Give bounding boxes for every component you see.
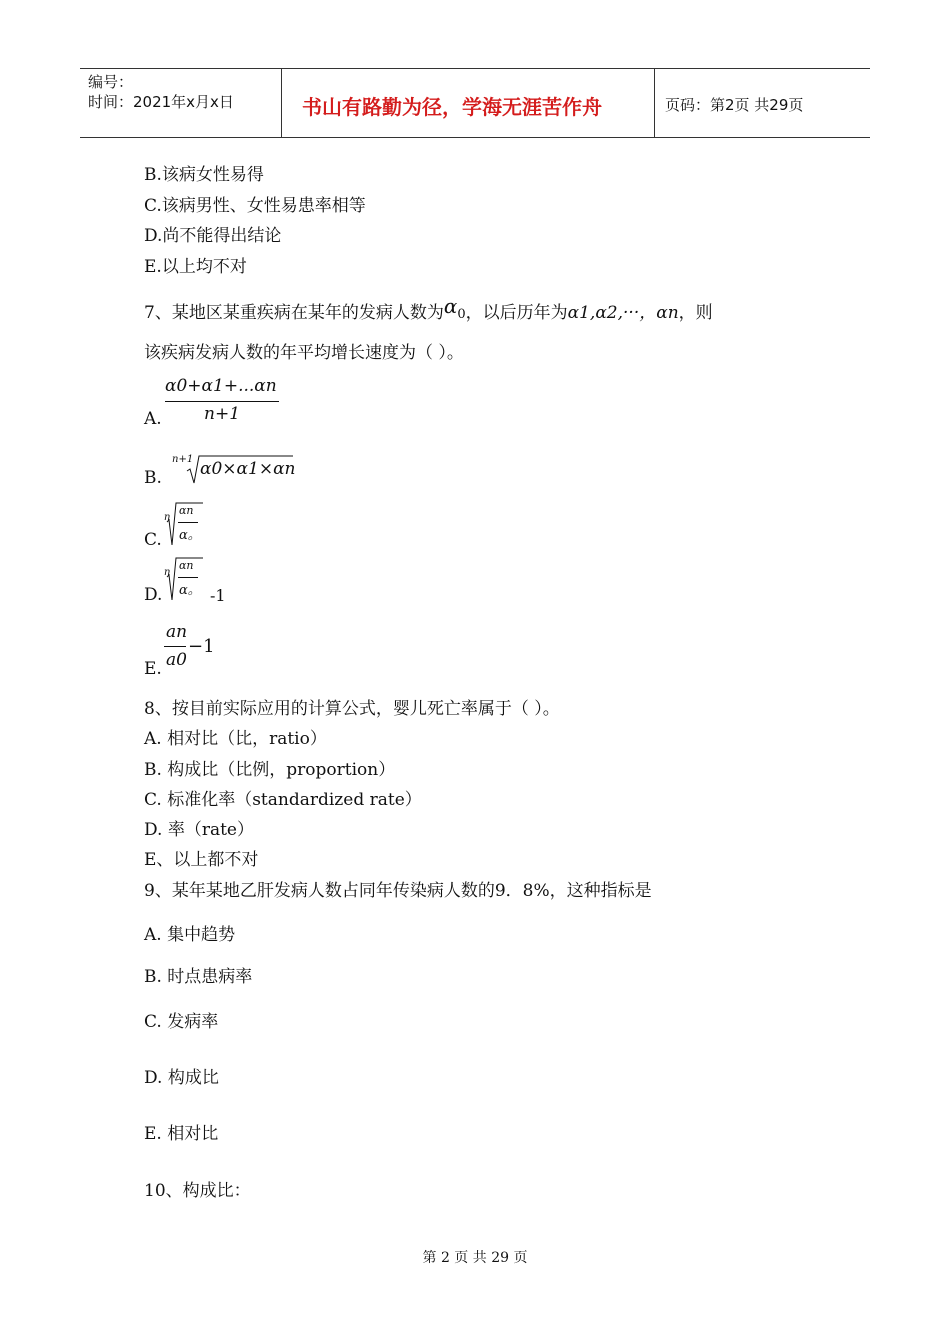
q7-option-c-fraction-bar — [178, 522, 198, 523]
q7-option-b-label: B. — [144, 468, 162, 488]
q7-option-e-fraction-bar — [164, 646, 186, 647]
q8-option-e: E、以上都不对 — [144, 850, 259, 870]
page-header — [80, 68, 870, 138]
q8-option-d: D. 率（rate） — [144, 820, 254, 840]
header-page-cell — [655, 69, 870, 137]
q7-option-d-label: D. — [144, 585, 163, 605]
q7-stem-a: 7、某地区某重疾病在某年的发病人数为 — [144, 303, 444, 323]
page-label: 页码：第2页 共29页 — [665, 96, 804, 114]
q7-option-d-denominator: α。 — [179, 583, 201, 598]
q10-stem: 10、构成比： — [144, 1181, 251, 1201]
q9-option-d: D. 构成比 — [144, 1068, 219, 1088]
q7-series: α1,α2,···，αn — [567, 303, 679, 323]
q6-option-d: D.尚不能得出结论 — [144, 226, 282, 246]
q7-alpha0: α — [443, 294, 458, 318]
q7-option-c-index: n — [164, 512, 171, 523]
q7-option-c-denominator: α。 — [179, 528, 201, 543]
q7-option-e-label: E. — [144, 659, 162, 679]
q7-stem — [144, 294, 713, 323]
q7-stem-line2: 该疾病发病人数的年平均增长速度为（ ）。 — [144, 343, 464, 363]
q7-stem-b: ，以后历年为 — [465, 303, 568, 323]
q7-stem-c: ，则 — [678, 303, 713, 323]
q7-option-e-numerator: an — [166, 622, 188, 642]
q7-option-b-index: n+1 — [172, 454, 194, 465]
q8-option-a: A. 相对比（比，ratio） — [144, 729, 327, 749]
q7-alpha0-sub: 0 — [457, 307, 466, 322]
q7-option-e-denominator: a0 — [166, 650, 187, 670]
q7-option-d-index: n — [164, 567, 171, 578]
q7-option-d-tail: -1 — [210, 586, 226, 605]
q7-option-c-numerator: αn — [179, 504, 194, 517]
q7-option-c-label: C. — [144, 530, 162, 550]
q7-option-a-denominator: n+1 — [204, 404, 241, 424]
motto: 书山有路勤为径，学海无涯苦作舟 — [302, 95, 602, 119]
q7-option-a-label: A. — [144, 409, 162, 429]
q8-option-c: C. 标准化率（standardized rate） — [144, 790, 422, 810]
q7-option-a-fraction-bar — [165, 401, 279, 402]
q7-option-d-numerator: αn — [179, 559, 194, 572]
q6-option-b: B.该病女性易得 — [144, 165, 264, 185]
q9-stem: 9、某年某地乙肝发病人数占同年传染病人数的9．8%，这种指标是 — [144, 881, 652, 901]
page-footer: 第 2 页 共 29 页 — [422, 1250, 528, 1266]
q8-stem: 8、按目前实际应用的计算公式，婴儿死亡率属于（ ）。 — [144, 699, 560, 719]
number-label: 编号： — [88, 73, 134, 91]
q6-option-e: E.以上均不对 — [144, 257, 247, 277]
q9-option-a: A. 集中趋势 — [144, 925, 236, 945]
q9-option-b: B. 时点患病率 — [144, 967, 253, 987]
q7-option-e-tail: −1 — [188, 636, 215, 657]
q7-option-a-numerator: α0+α1+...αn — [165, 376, 277, 396]
time-label: 时间：2021年x月x日 — [88, 93, 234, 111]
q6-option-c: C.该病男性、女性易患率相等 — [144, 196, 366, 216]
q7-option-b-radicand: α0×α1×αn — [200, 459, 296, 479]
q9-option-c: C. 发病率 — [144, 1012, 219, 1032]
q7-option-d-fraction-bar — [178, 577, 198, 578]
q8-option-b: B. 构成比（比例，proportion） — [144, 760, 396, 780]
header-motto-cell — [282, 69, 655, 137]
q9-option-e: E. 相对比 — [144, 1124, 219, 1144]
header-meta-cell — [80, 69, 282, 137]
